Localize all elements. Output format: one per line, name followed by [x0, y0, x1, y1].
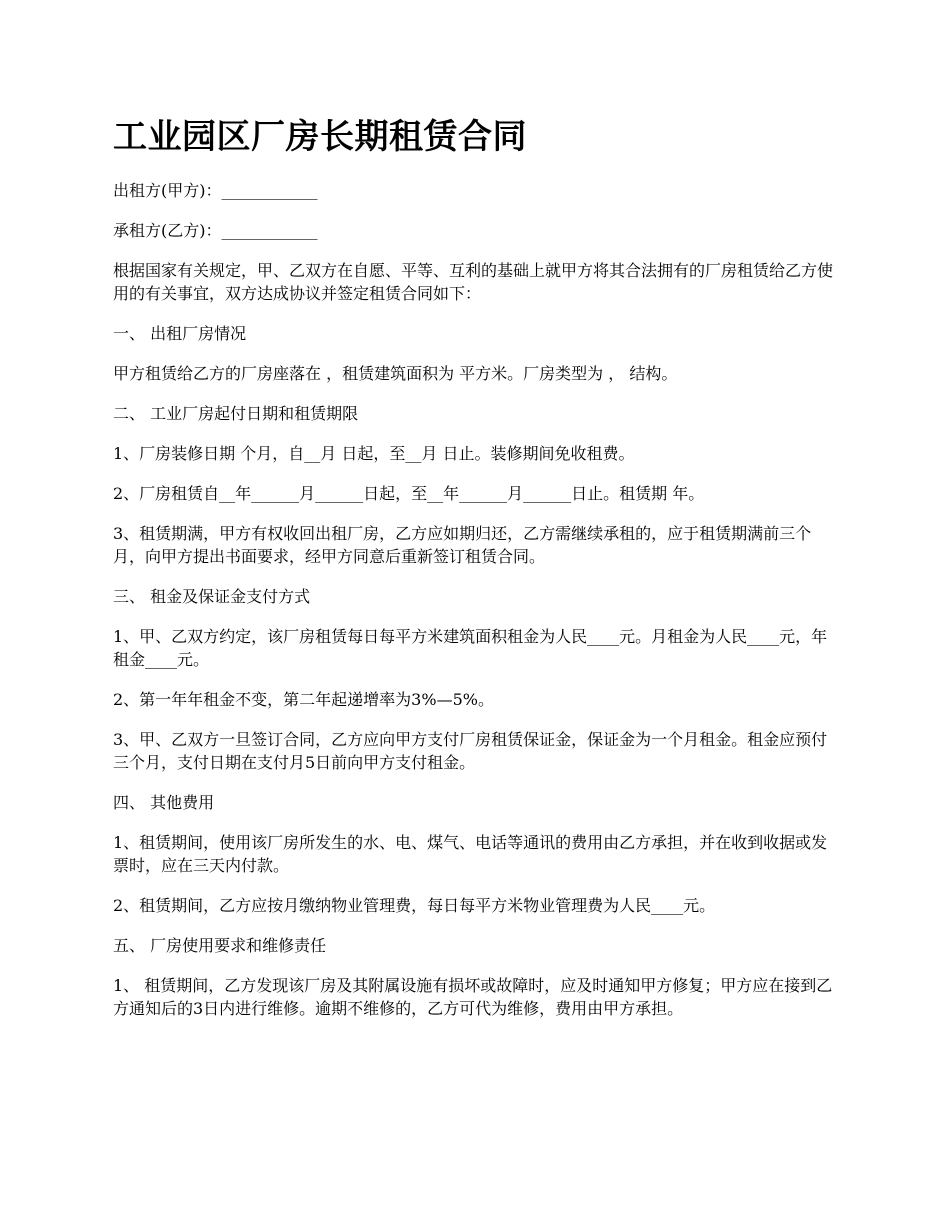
clause-paragraph: 1、 租赁期间，乙方发现该厂房及其附属设施有损坏或故障时，应及时通知甲方修复；甲方应在接到乙方通知后的3日内进行维修。逾期不维修的，乙方可代为维修，费用由甲方承担。	[113, 976, 833, 1018]
document-page	[113, 112, 843, 1037]
clause-paragraph: 2、厂房租赁自__年______月______日起，至__年______月______日止。租赁期 年。	[113, 484, 705, 503]
clause-paragraph: 3、甲、乙双方一旦签订合同，乙方应向甲方支付厂房租赁保证金，保证金为一个月租金。租金应预付三个月，支付日期在支付月5日前向甲方支付租金。	[113, 730, 828, 772]
section-heading-4: 四、 其他费用	[113, 793, 215, 812]
clause-paragraph: 1、甲、乙双方约定，该厂房租赁每日每平方米建筑面积租金为人民____元。月租金为人民____元，年租金____元。	[113, 627, 828, 669]
clause-paragraph: 1、租赁期间，使用该厂房所发生的水、电、煤气、电话等通讯的费用由乙方承担，并在收到收据或发票时，应在三天内付款。	[113, 833, 828, 875]
lessor-line: 出租方(甲方)：____________	[113, 181, 318, 200]
clause-paragraph: 2、租赁期间，乙方应按月缴纳物业管理费，每日每平方米物业管理费为人民____元。	[113, 896, 716, 915]
section-heading-3: 三、 租金及保证金支付方式	[113, 587, 311, 606]
section-heading-5: 五、 厂房使用要求和维修责任	[113, 936, 327, 955]
section-heading-1: 一、 出租厂房情况	[113, 324, 247, 343]
document-title: 工业园区厂房长期租赁合同	[113, 117, 527, 157]
clause-paragraph: 1、厂房装修日期 个月，自__月 日起，至__月 日止。装修期间免收租费。	[113, 444, 635, 463]
section-heading-2: 二、 工业厂房起付日期和租赁期限	[113, 404, 359, 423]
clause-paragraph: 3、租赁期满，甲方有权收回出租厂房，乙方应如期归还，乙方需继续承租的，应于租赁期满前三个月，向甲方提出书面要求，经甲方同意后重新签订租赁合同。	[113, 524, 812, 566]
preamble-paragraph: 根据国家有关规定，甲、乙双方在自愿、平等、互利的基础上就甲方将其合法拥有的厂房租赁给乙方使用的有关事宜，双方达成协议并签定租赁合同如下：	[113, 261, 834, 303]
lessee-line: 承租方(乙方)：____________	[113, 221, 318, 240]
clause-paragraph: 2、第一年年租金不变，第二年起递增率为3%—5%。	[113, 690, 494, 709]
clause-paragraph: 甲方租赁给乙方的厂房座落在 ，租赁建筑面积为 平方米。厂房类型为 ， 结构。	[113, 364, 678, 383]
